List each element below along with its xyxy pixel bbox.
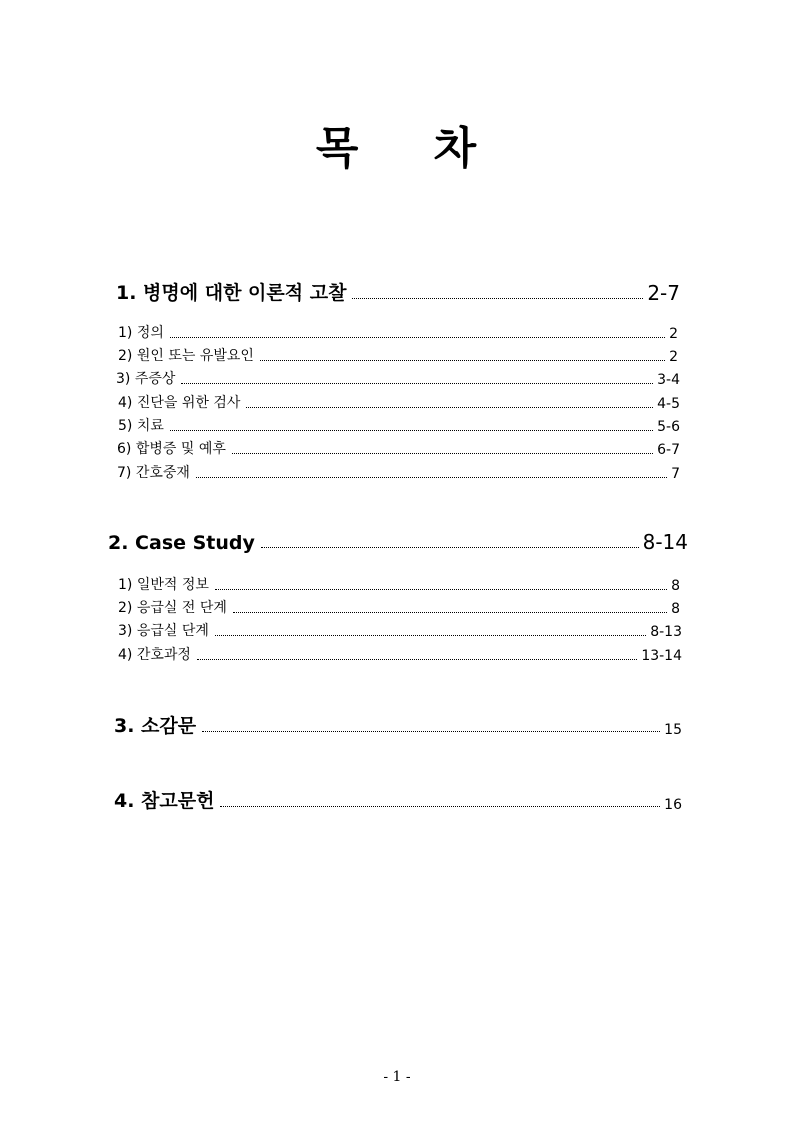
toc-item-label: 4) 진단을 위한 검사 [118,395,241,411]
toc-page-number: 5-6 [657,419,680,435]
toc-page-number: 2 [669,326,678,342]
toc-item-label: 4) 간호과정 [118,647,191,663]
toc-page-number: 2 [669,349,678,365]
toc-item-label: 2) 응급실 전 단계 [118,600,227,616]
toc-item[interactable] [118,574,680,594]
toc-item[interactable] [118,415,680,435]
toc-section-label: 1. 병명에 대한 이론적 고찰 [116,282,347,304]
dot-leader [170,430,653,431]
toc-page-number: 6-7 [657,442,680,458]
toc-section-4[interactable] [114,786,682,813]
dot-leader [261,547,639,548]
toc-section-2[interactable] [108,530,688,554]
toc-page-number: 2-7 [647,281,680,305]
dot-leader [220,806,660,807]
dot-leader [215,635,646,636]
dot-leader [196,477,667,478]
toc-page-number: 8-13 [650,624,682,640]
toc-section-3[interactable] [114,711,682,738]
toc-item[interactable] [118,322,678,342]
toc-item[interactable] [118,392,680,412]
toc-page-number: 15 [664,722,682,738]
toc-page-number: 16 [664,797,682,813]
dot-leader [233,612,667,613]
toc-item-label: 3) 주증상 [116,371,176,387]
dot-leader [202,731,660,732]
toc-page-number: 8 [671,578,680,594]
toc-item[interactable] [117,462,680,482]
toc-page-number: 4-5 [657,396,680,412]
dot-leader [181,383,653,384]
dot-leader [246,407,653,408]
dot-leader [260,360,665,361]
toc-item-label: 2) 원인 또는 유발요인 [118,348,254,364]
page-number-footer: - 1 - [383,1069,411,1085]
toc-item[interactable] [116,368,680,388]
toc-item-label: 1) 정의 [118,325,164,341]
toc-item-label: 7) 간호중재 [117,465,190,481]
dot-leader [352,298,643,299]
toc-item[interactable] [118,644,682,664]
dot-leader [197,659,637,660]
toc-item[interactable] [118,597,680,617]
toc-section-label: 2. Case Study [108,532,255,554]
toc-item-label: 3) 응급실 단계 [118,623,209,639]
toc-page-number: 3-4 [657,372,680,388]
toc-section-label: 3. 소감문 [114,715,197,737]
dot-leader [170,337,665,338]
toc-section-label: 4. 참고문헌 [114,790,215,812]
toc-section-1[interactable] [116,278,680,305]
toc-item-label: 6) 합병증 및 예후 [117,441,226,457]
toc-item[interactable] [118,620,682,640]
toc-page-number: 7 [671,466,680,482]
toc-page-number: 8 [671,601,680,617]
page-title: 목 차 [315,123,507,174]
toc-item[interactable] [117,438,680,458]
toc-item-label: 1) 일반적 정보 [118,577,209,593]
toc-item[interactable] [118,345,678,365]
toc-page-number: 13-14 [641,648,682,664]
dot-leader [232,453,653,454]
toc-page-number: 8-14 [642,530,688,554]
toc-item-label: 5) 치료 [118,418,164,434]
dot-leader [215,589,667,590]
